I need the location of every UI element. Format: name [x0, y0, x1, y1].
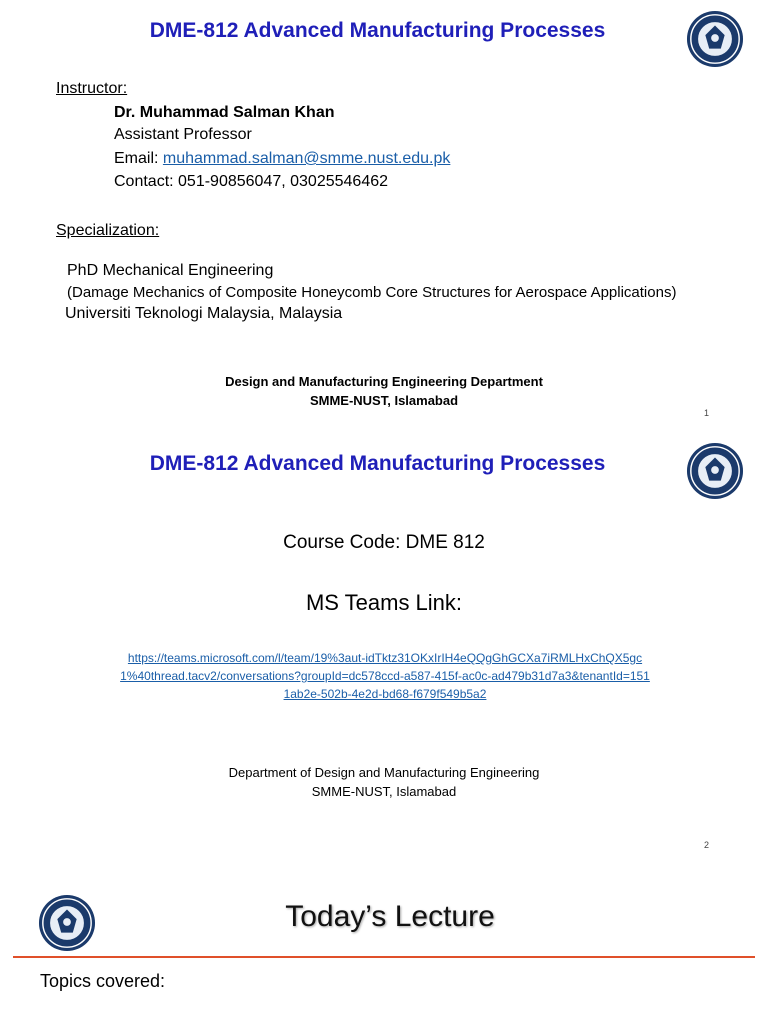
slide-title: DME-812 Advanced Manufacturing Processes: [149, 452, 606, 475]
degree: PhD Mechanical Engineering: [67, 262, 274, 279]
slide-2: [0, 432, 768, 864]
teams-link[interactable]: https://teams.microsoft.com/l/team/19%3aut-idTktz31OKxIrIH4eQQgGhGCXa7iRMLHxChQX5gc1%40thread.tacv2/conversations?groupId=dc578ccd-a587-415f-ac0c-ad479b31d7a3&tenantId=1511ab2e-502b-4e2d-bd68-f679f549b5a2: [120, 651, 650, 701]
title-divider: [13, 956, 755, 958]
email-label: Email:: [114, 150, 163, 167]
department-line-1: Department of Design and Manufacturing Engineering: [228, 765, 540, 780]
slide-title: DME-812 Advanced Manufacturing Processes: [149, 19, 606, 42]
nust-logo-icon: [686, 442, 744, 500]
slide-3: [0, 864, 768, 1024]
department-line-2: SMME-NUST, Islamabad: [309, 393, 459, 408]
contact-info: Contact: 051-90856047, 03025546462: [114, 173, 389, 190]
nust-logo-icon: [686, 10, 744, 68]
email-link[interactable]: muhammad.salman@smme.nust.edu.pk: [162, 150, 451, 167]
page-number: 2: [704, 840, 710, 850]
instructor-position: Assistant Professor: [114, 126, 252, 143]
teams-heading: MS Teams Link:: [305, 590, 463, 615]
instructor-name: Dr. Muhammad Salman Khan: [114, 104, 335, 121]
department-line-1: Design and Manufacturing Engineering Department: [225, 374, 543, 389]
slide-title: Today’s Lecture: [285, 900, 495, 933]
page-number: 1: [704, 408, 710, 418]
thesis: (Damage Mechanics of Composite Honeycomb Core Structures for Aerospace Applications): [67, 284, 677, 301]
instructor-label: Instructor:: [56, 80, 128, 97]
topics-label: Topics covered:: [40, 971, 166, 991]
email-row: [114, 150, 450, 168]
slide-1: [0, 0, 768, 432]
university: Universiti Teknologi Malaysia, Malaysia: [65, 305, 343, 322]
specialization-label: Specialization:: [56, 222, 160, 239]
department-line-2: SMME-NUST, Islamabad: [311, 784, 457, 799]
course-code: Course Code: DME 812: [283, 532, 485, 553]
